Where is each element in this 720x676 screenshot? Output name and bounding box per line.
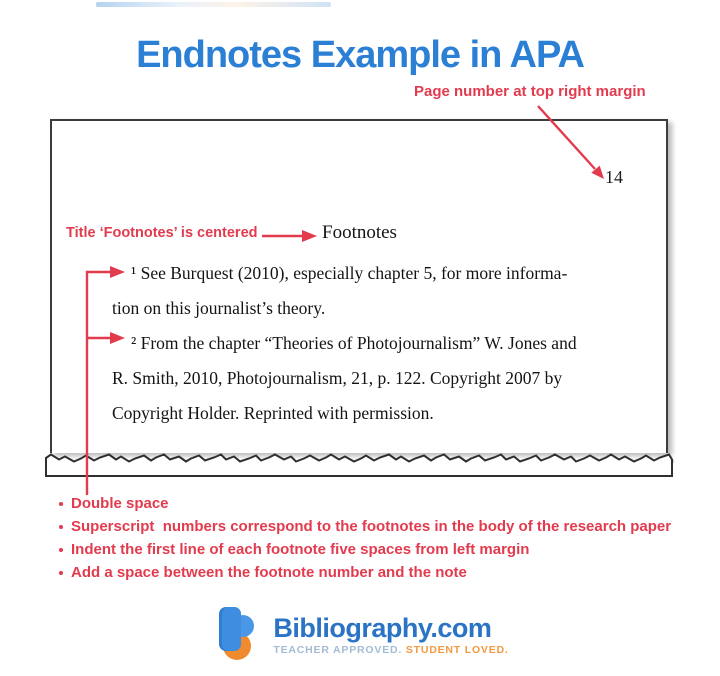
paper-page-number: 14 <box>605 167 623 187</box>
footer-logo <box>0 606 720 662</box>
bullet-icon <box>59 502 63 506</box>
annotation-centered-note: Title ‘Footnotes’ is centered <box>66 225 258 241</box>
footnote-line: ¹ See Burquest (2010), especially chapter 5, for more informa- <box>131 263 568 283</box>
brand-tagline <box>273 644 508 656</box>
cropped-text-remnant <box>96 2 331 7</box>
footnote-2 <box>112 326 672 431</box>
footnote-1 <box>112 256 672 326</box>
tip-item <box>59 561 671 584</box>
tip-item <box>59 492 671 515</box>
annotation-page-number-note: Page number at top right margin <box>414 83 646 100</box>
bullet-icon <box>59 548 63 552</box>
footnote-line: tion on this journalist’s theory. <box>112 298 326 318</box>
tip-text: Indent the first line of each footnote five spaces from left margin <box>71 541 530 558</box>
tagline-secondary: STUDENT LOVED. <box>405 643 509 656</box>
footnotes-block <box>112 256 672 431</box>
tip-item <box>59 515 671 538</box>
bullet-icon <box>59 571 63 575</box>
footnote-line: Copyright Holder. Reprinted with permission. <box>112 403 434 423</box>
paper-sheet <box>50 119 668 453</box>
page-title: Endnotes Example in APA <box>136 34 584 77</box>
bibliography-b-logo-icon <box>211 606 263 662</box>
tip-text: Add a space between the footnote number and the note <box>71 564 467 581</box>
footnote-line: R. Smith, 2010, Photojournalism, 21, p. 122. Copyright 2007 by <box>112 368 563 388</box>
tagline-primary: TEACHER APPROVED. <box>273 643 403 656</box>
brand-name: Bibliography.com <box>273 612 492 643</box>
bullet-icon <box>59 525 63 529</box>
tip-item <box>59 538 671 561</box>
tip-text: Double space <box>71 495 169 512</box>
footnotes-heading: Footnotes <box>322 222 397 243</box>
footnote-line: ² From the chapter “Theories of Photojournalism” W. Jones and <box>131 333 577 353</box>
tip-text: Superscript numbers correspond to the footnotes in the body of the research paper <box>71 518 672 535</box>
tips-list <box>59 492 671 584</box>
